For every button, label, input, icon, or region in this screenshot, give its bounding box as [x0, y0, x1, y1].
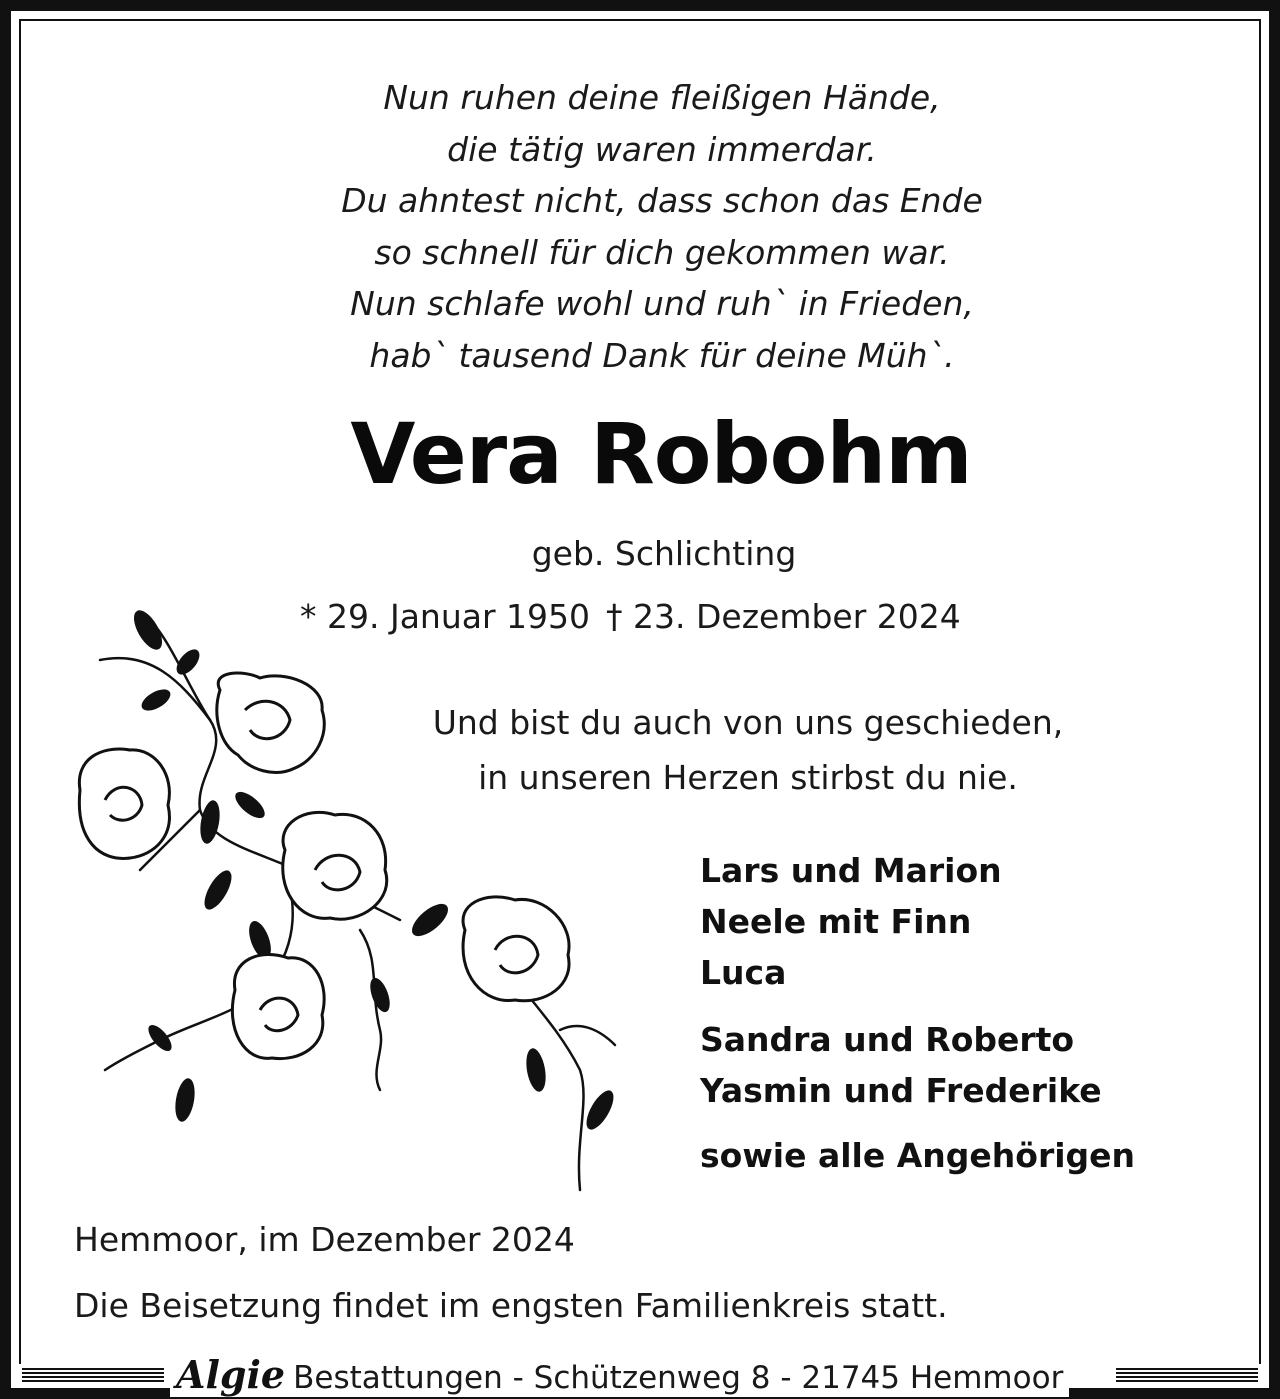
- quote-line: in unseren Herzen stirbst du nie.: [478, 758, 1018, 797]
- place-date: Hemmoor, im Dezember 2024: [74, 1220, 575, 1259]
- roses-illustration: [60, 600, 630, 1210]
- footer-rule: [22, 1368, 164, 1382]
- mourner: Yasmin und Frederike: [700, 1071, 1102, 1110]
- footer-rule: [1116, 1368, 1258, 1382]
- mourner: Neele mit Finn: [700, 902, 972, 941]
- poem-line: hab` tausend Dank für deine Müh`.: [369, 335, 955, 375]
- poem-line: Nun schlafe wohl und ruh` in Frieden,: [350, 284, 974, 323]
- poem-line: die tätig waren immerdar.: [447, 129, 877, 169]
- funeral-home-footer: [170, 1352, 1069, 1397]
- mourner: Luca: [700, 953, 787, 992]
- deceased-name: Vera Robohm: [350, 405, 972, 503]
- birth-date: * 29. Januar 1950: [300, 597, 591, 636]
- mourner: Lars und Marion: [700, 851, 1002, 890]
- mourners-closing: sowie alle Angehörigen: [700, 1136, 1136, 1175]
- maiden-name: geb. Schlichting: [531, 534, 797, 573]
- death-date: † 23. Dezember 2024: [606, 597, 961, 636]
- mourner: Sandra und Roberto: [700, 1020, 1075, 1059]
- funeral-home-address: Bestattungen - Schützenweg 8 - 21745 Hemmoor: [293, 1360, 1064, 1396]
- funeral-home-logo: Algie: [176, 1352, 286, 1397]
- poem: [190, 72, 1134, 381]
- poem-line: Du ahntest nicht, dass schon das Ende: [341, 181, 983, 220]
- poem-line: so schnell für dich gekommen war.: [374, 232, 950, 272]
- mourners-list: [700, 845, 1135, 1181]
- quote-line: Und bist du auch von uns geschieden,: [432, 703, 1064, 742]
- burial-note: Die Beisetzung findet im engsten Familienkreis statt.: [74, 1286, 948, 1325]
- quote: [370, 695, 1126, 805]
- poem-line: Nun ruhen deine fleißigen Hände,: [383, 78, 941, 117]
